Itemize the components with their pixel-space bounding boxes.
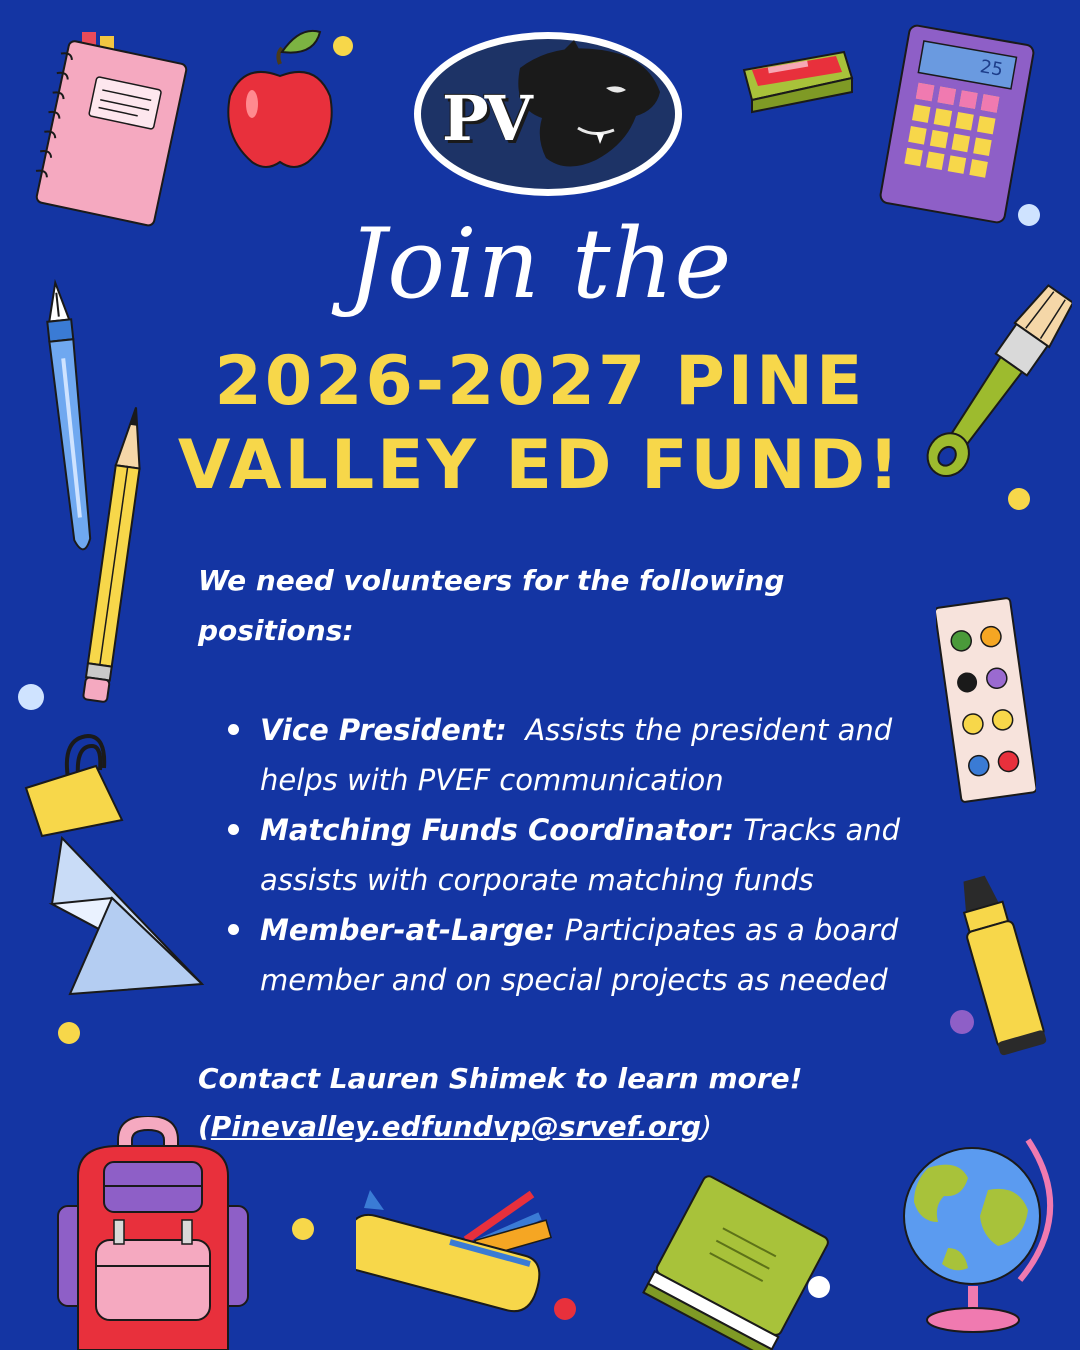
positions-list — [198, 705, 928, 1005]
position-title: Matching Funds Coordinator: — [260, 813, 735, 847]
contact-email-link[interactable]: Pinevalley.edfundvp@srvef.org — [210, 1110, 702, 1143]
list-item — [198, 805, 928, 905]
position-title: Member-at-Large: — [260, 913, 556, 947]
eraser-icon — [738, 40, 858, 120]
contact-text: Contact Lauren Shimek to learn more! — [198, 1062, 803, 1095]
headline-line-1: 2026-2027 PINE — [214, 342, 866, 421]
decorative-dot — [292, 1218, 314, 1240]
paint-palette-icon — [936, 592, 1036, 812]
pv-logo — [410, 28, 686, 200]
bullet-icon — [228, 924, 239, 935]
decorative-dot — [808, 1276, 830, 1298]
calculator-display: 25 — [978, 56, 1005, 81]
contact-block — [198, 1055, 898, 1151]
position-description: Participates as a board member and on special projects as needed — [260, 913, 899, 997]
notebook-icon — [22, 30, 192, 230]
headline-line-2: VALLEY ED FUND! — [177, 426, 903, 505]
decorative-dot — [18, 684, 44, 710]
paper-plane-icon — [28, 832, 208, 1002]
bullet-icon — [228, 724, 239, 735]
decorative-dot — [58, 1022, 80, 1044]
logo-text: PV — [442, 82, 529, 155]
position-description: Tracks and assists with corporate matching funds — [260, 813, 901, 897]
globe-icon — [888, 1120, 1060, 1340]
pencil-case-icon — [356, 1186, 556, 1336]
position-description: Assists the president and helps with PVEF communication — [260, 713, 893, 797]
backpack-icon — [48, 1116, 258, 1350]
script-heading: Join the — [347, 208, 733, 320]
position-title: Vice President: — [260, 713, 507, 747]
book-icon — [640, 1170, 840, 1350]
decorative-dot — [950, 1010, 974, 1034]
contact-email-line — [198, 1103, 898, 1151]
list-item — [198, 705, 928, 805]
main-headline — [0, 340, 1080, 508]
decorative-dot — [554, 1298, 576, 1320]
open-paren: ( — [198, 1110, 211, 1143]
apple-icon — [222, 24, 342, 174]
calculator-icon — [872, 24, 1042, 224]
close-paren: ) — [701, 1110, 712, 1143]
bullet-icon — [228, 824, 239, 835]
list-item — [198, 905, 928, 1005]
binder-clip-icon — [20, 728, 130, 838]
intro-text: We need volunteers for the following positions: — [198, 564, 785, 647]
decorative-dot — [333, 36, 353, 56]
